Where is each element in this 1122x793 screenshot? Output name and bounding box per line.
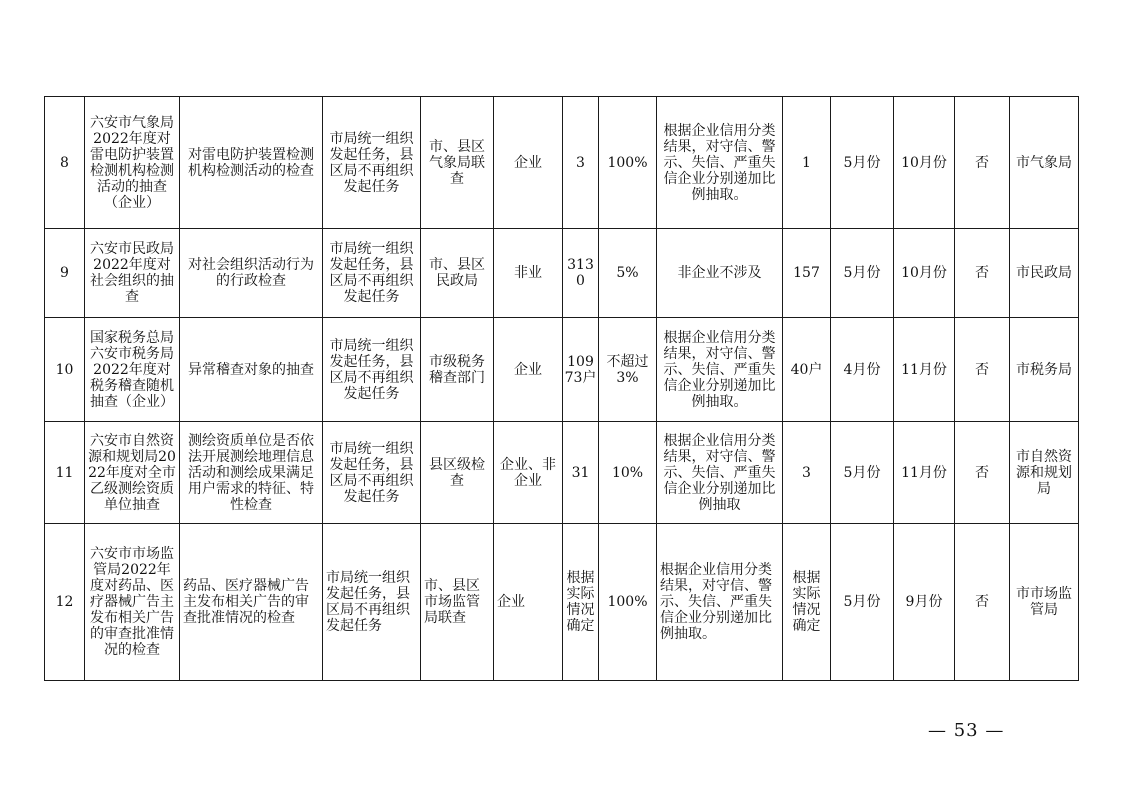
sampling-ratio: 100% [599,524,657,681]
start-month: 5月份 [831,97,894,229]
responsible-dept: 市税务局 [1010,318,1079,422]
sampling-method: 根据企业信用分类结果，对守信、警示、失信、严重失信企业分别递加比例抽取 [657,422,783,524]
sample-count: 根据实际情况确定 [783,524,831,681]
joint-inspection: 否 [955,318,1010,422]
table-row [45,524,1079,681]
object-count: 3 [563,97,599,229]
object-count: 根据实际情况确定 [563,524,599,681]
sampling-ratio: 10% [599,422,657,524]
inspection-object: 非业 [494,229,563,318]
executor: 市、县区气象局联查 [421,97,494,229]
object-count: 10973户 [563,318,599,422]
task-name: 六安市气象局2022年度对雷电防护装置检测机构检测活动的抽查（企业） [85,97,180,229]
executor: 市、县区市场监管局联查 [421,524,494,681]
sample-count: 1 [783,97,831,229]
responsible-dept: 市市场监管局 [1010,524,1079,681]
sample-count: 40户 [783,318,831,422]
responsible-dept: 市民政局 [1010,229,1079,318]
organize-mode: 市局统一组织发起任务，县区局不再组织发起任务 [323,97,421,229]
table-row [45,422,1079,524]
object-count: 3130 [563,229,599,318]
inspection-matter: 异常稽查对象的抽查 [180,318,323,422]
task-name: 六安市市场监管局2022年度对药品、医疗器械广告主发布相关广告的审查批准情况的检查 [85,524,180,681]
sample-count: 3 [783,422,831,524]
executor: 县区级检查 [421,422,494,524]
end-month: 10月份 [894,97,955,229]
responsible-dept: 市自然资源和规划局 [1010,422,1079,524]
task-name: 六安市民政局2022年度对社会组织的抽查 [85,229,180,318]
row-number: 8 [45,97,85,229]
organize-mode: 市局统一组织发起任务，县区局不再组织发起任务 [323,318,421,422]
sampling-ratio: 100% [599,97,657,229]
end-month: 11月份 [894,318,955,422]
inspection-object: 企业 [494,97,563,229]
organize-mode: 市局统一组织发起任务，县区局不再组织发起任务 [323,422,421,524]
joint-inspection: 否 [955,229,1010,318]
sample-count: 157 [783,229,831,318]
responsible-dept: 市气象局 [1010,97,1079,229]
sampling-method: 根据企业信用分类结果，对守信、警示、失信、严重失信企业分别递加比例抽取。 [657,318,783,422]
row-number: 11 [45,422,85,524]
row-number: 9 [45,229,85,318]
sampling-ratio: 不超过3% [599,318,657,422]
executor: 市、县区民政局 [421,229,494,318]
inspection-object: 企业、非企业 [494,422,563,524]
start-month: 4月份 [831,318,894,422]
task-name: 国家税务总局六安市税务局2022年度对税务稽查随机抽查（企业） [85,318,180,422]
page-number: — 53 — [928,720,1005,741]
table-row [45,318,1079,422]
sampling-ratio: 5% [599,229,657,318]
organize-mode: 市局统一组织发起任务，县区局不再组织发起任务 [323,229,421,318]
sampling-method: 根据企业信用分类结果，对守信、警示、失信、严重失信企业分别递加比例抽取。 [657,97,783,229]
organize-mode: 市局统一组织发起任务，县区局不再组织发起任务 [323,524,421,681]
sampling-method: 非企业不涉及 [657,229,783,318]
end-month: 10月份 [894,229,955,318]
inspection-object: 企业 [494,524,563,681]
object-count: 31 [563,422,599,524]
joint-inspection: 否 [955,97,1010,229]
row-number: 10 [45,318,85,422]
inspection-matter: 测绘资质单位是否依法开展测绘地理信息活动和测绘成果满足用户需求的特征、特性检查 [180,422,323,524]
executor: 市级税务稽查部门 [421,318,494,422]
inspection-matter: 对雷电防护装置检测机构检测活动的检查 [180,97,323,229]
inspection-table [44,96,1079,681]
end-month: 11月份 [894,422,955,524]
start-month: 5月份 [831,229,894,318]
task-name: 六安市自然资源和规划局2022年度对全市乙级测绘资质单位抽查 [85,422,180,524]
joint-inspection: 否 [955,524,1010,681]
table-row [45,229,1079,318]
inspection-matter: 药品、医疗器械广告主发布相关广告的审查批准情况的检查 [180,524,323,681]
row-number: 12 [45,524,85,681]
start-month: 5月份 [831,422,894,524]
start-month: 5月份 [831,524,894,681]
end-month: 9月份 [894,524,955,681]
joint-inspection: 否 [955,422,1010,524]
sampling-method: 根据企业信用分类结果，对守信、警示、失信、严重失信企业分别递加比例抽取。 [657,524,783,681]
table-row [45,97,1079,229]
inspection-object: 企业 [494,318,563,422]
inspection-matter: 对社会组织活动行为的行政检查 [180,229,323,318]
